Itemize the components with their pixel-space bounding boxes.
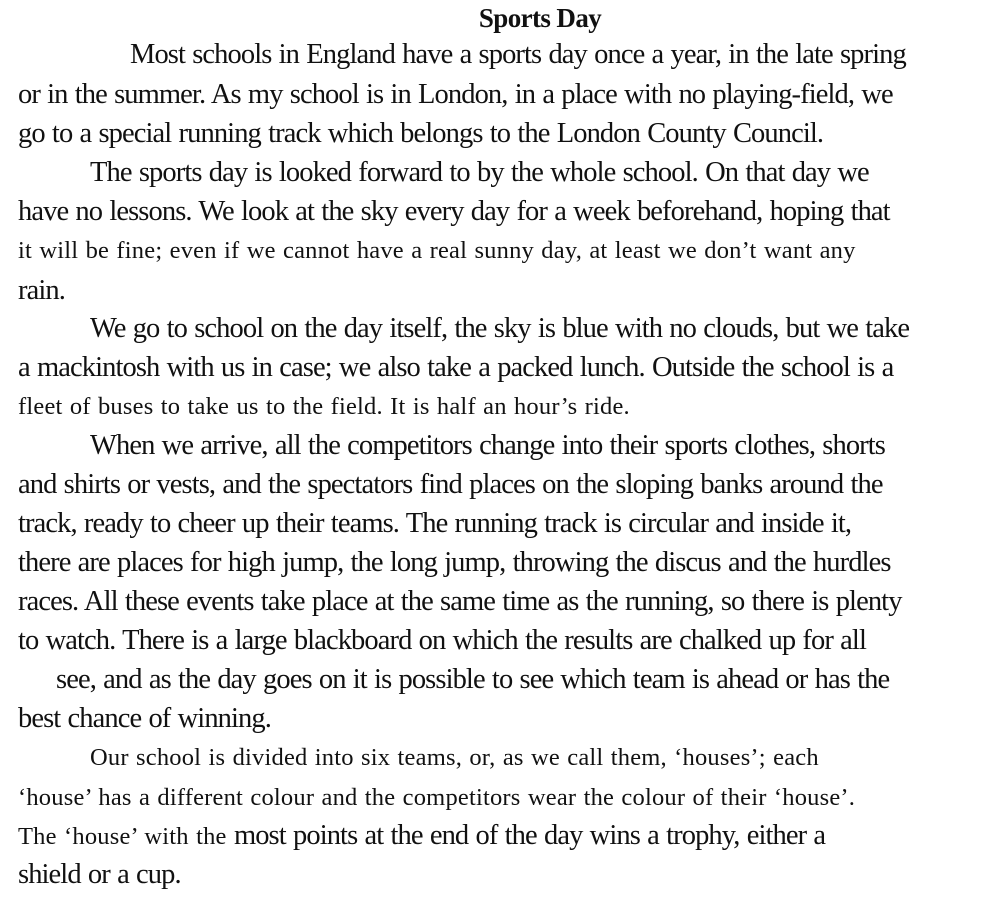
text-line: track, ready to cheer up their teams. The running track is circular and inside it,: [18, 508, 852, 539]
text-fragment: The ‘house’ with the: [18, 823, 234, 850]
text-line: go to a special running track which belongs to the London County Council.: [18, 118, 824, 149]
text-line: rain.: [18, 275, 65, 306]
text-line: there are places for high jump, the long jump, throwing the discus and the hurdles: [18, 547, 891, 578]
text-line: Our school is divided into six teams, or, as we call them, ‘houses’; each: [90, 744, 819, 771]
text-line: [18, 817, 825, 855]
text-line: a mackintosh with us in case; we also take a packed lunch. Outside the school is a: [18, 352, 894, 383]
text-line: to watch. There is a large blackboard on which the results are chalked up for all: [18, 625, 866, 656]
text-line: fleet of buses to take us to the field. It is half an hour’s ride.: [18, 393, 630, 420]
text-line: races. All these events take place at the same time as the running, so there is plenty: [18, 586, 902, 617]
text-line: shield or a cup.: [18, 859, 181, 890]
text-line: We go to school on the day itself, the sky is blue with no clouds, but we take: [90, 313, 910, 344]
text-line: see, and as the day goes on it is possible to see which team is ahead or has the: [56, 664, 890, 695]
text-line: or in the summer. As my school is in London, in a place with no playing-field, we: [18, 79, 893, 110]
text-line: The sports day is looked forward to by the whole school. On that day we: [90, 157, 869, 188]
text-line: have no lessons. We look at the sky every day for a week beforehand, hoping that: [18, 196, 890, 227]
text-line: and shirts or vests, and the spectators find places on the sloping banks around the: [18, 469, 883, 500]
text-line: Most schools in England have a sports day once a year, in the late spring: [130, 39, 906, 70]
page-title: Sports Day: [478, 3, 602, 33]
text-line: When we arrive, all the competitors change into their sports clothes, shorts: [90, 430, 885, 461]
text-line: ‘house’ has a different colour and the competitors wear the colour of their ‘house’.: [18, 784, 856, 811]
text-line: best chance of winning.: [18, 703, 271, 734]
text-line: it will be fine; even if we cannot have a real sunny day, at least we don’t want any: [18, 237, 856, 264]
text-fragment: most points at the end of the day wins a trophy, either a: [233, 820, 826, 851]
